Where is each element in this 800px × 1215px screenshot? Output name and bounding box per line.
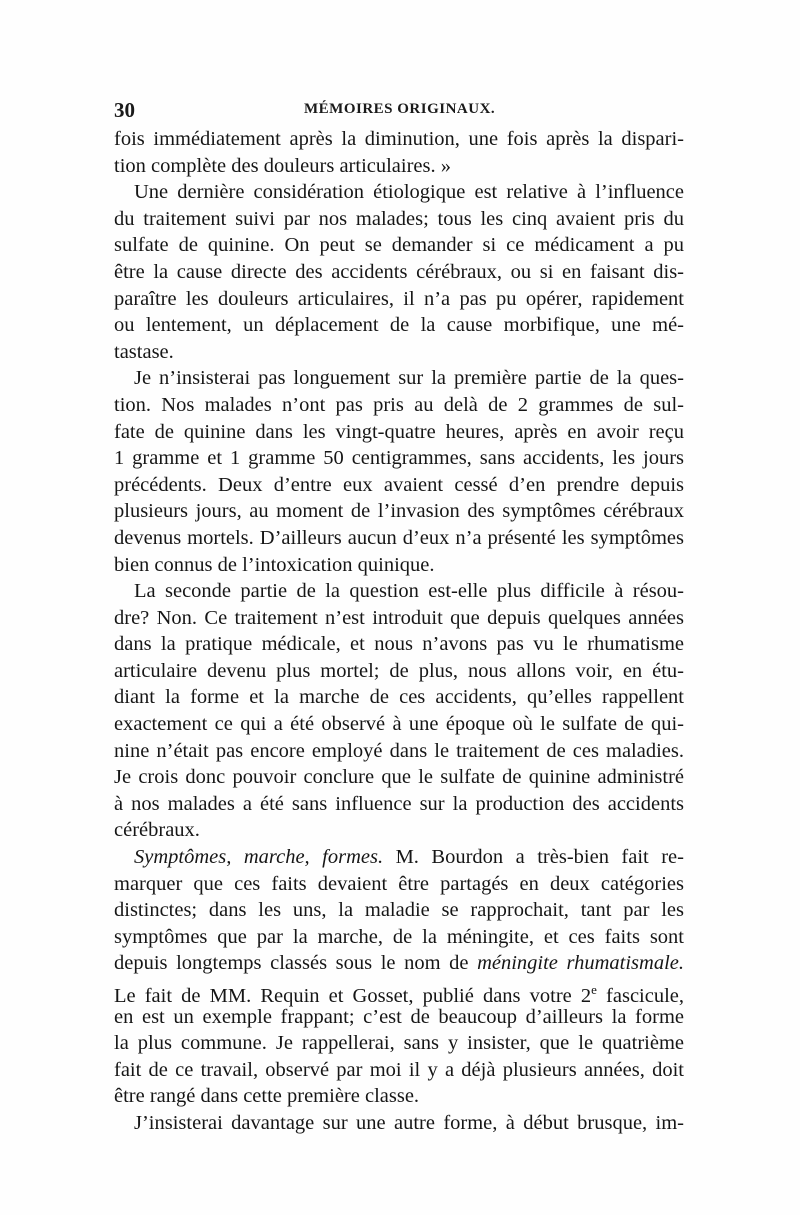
text-line: paraître les douleurs articulaires, il n’a pas pu opérer, rapidement: [114, 287, 684, 310]
text-line: sulfate de quinine. On peut se demander si ce médicament a pu: [114, 234, 684, 257]
text-line: en est un exemple frappant; c’est de beaucoup d’ailleurs la forme: [114, 1005, 684, 1028]
text-line: à nos malades a été sans influence sur la production des accidents: [114, 792, 684, 815]
text-line: fait de ce travail, observé par moi il y a déjà plusieurs années, doit: [114, 1058, 684, 1081]
ordinal-superscript: e: [591, 982, 597, 997]
text-line: J’insisterai davantage sur une autre forme, à début brusque, im-: [134, 1111, 684, 1134]
text-line-italic-term: [114, 950, 684, 977]
text-line: fois immédiatement après la diminution, une fois après la dispari-: [114, 128, 684, 150]
text-line: la plus commune. Je rappellerai, sans y insister, que le quatrième: [114, 1032, 684, 1055]
body-text: [114, 126, 684, 1137]
text-line: précédents. Deux d’entre eux avaient cessé d’en prendre depuis: [114, 473, 684, 496]
text-line: Je crois donc pouvoir conclure que le sulfate de quinine administré: [114, 766, 684, 789]
line-prefix: depuis longtemps classés sous le nom de: [114, 952, 478, 975]
text-line: du traitement suivi par nos malades; tous les cinq avaient pris du: [114, 207, 684, 230]
text-line: marquer que ces faits devaient être partagés en deux catégories: [114, 872, 684, 895]
text-line: ou lentement, un déplacement de la cause morbifique, une mé-: [114, 314, 684, 337]
page-header: [114, 98, 680, 124]
line-suffix: fascicule,: [596, 984, 685, 1007]
text-line: tion. Nos malades n’ont pas pris au delà de 2 grammes de sul-: [114, 393, 684, 416]
line-prefix: Le fait de MM. Requin et Gosset, publié dans votre 2: [114, 984, 592, 1007]
text-line: articulaire devenu plus mortel; de plus, nous allons voir, en étu-: [114, 659, 684, 682]
text-line: bien connus de l’intoxication quinique.: [114, 553, 435, 576]
text-line: Je n’insisterai pas longuement sur la première partie de la ques-: [134, 367, 684, 390]
text-line: fate de quinine dans les vingt-quatre heures, après en avoir reçu: [114, 420, 684, 443]
text-line: dans la pratique médicale, et nous n’avons pas vu le rhumatisme: [114, 633, 684, 656]
heading-line-rest: M. Bourdon a très-bien fait re-: [383, 846, 684, 869]
text-line: cérébraux.: [114, 819, 200, 842]
text-line-superscript: [114, 977, 685, 1007]
text-line: être rangé dans cette première classe.: [114, 1085, 420, 1108]
text-line: tion complète des douleurs articulaires. »: [114, 154, 452, 177]
italic-heading: Symptômes, marche, formes.: [134, 846, 384, 869]
text-line: nine n’était pas encore employé dans le traitement de ces maladies.: [114, 739, 684, 762]
text-line: être la cause directe des accidents cérébraux, ou si en faisant dis-: [114, 260, 684, 283]
text-line: plusieurs jours, au moment de l’invasion des symptômes cérébraux: [114, 500, 684, 523]
italic-term: méningite rhumatismale.: [477, 952, 684, 975]
text-line-symptoms-heading: [114, 844, 684, 871]
text-line: Une dernière considération étiologique est relative à l’influence: [134, 181, 684, 204]
text-line: symptômes que par la marche, de la méningite, et ces faits sont: [114, 925, 684, 948]
text-line: La seconde partie de la question est-elle plus difficile à résou-: [134, 580, 684, 603]
text-line: tastase.: [114, 340, 174, 363]
text-line: exactement ce qui a été observé à une époque où le sulfate de qui-: [114, 713, 684, 736]
text-line: dre? Non. Ce traitement n’est introduit que depuis quelques années: [114, 606, 684, 629]
text-line: distinctes; dans les uns, la maladie se rapprochait, tant par les: [114, 899, 684, 922]
running-title: MÉMOIRES ORIGINAUX.: [304, 101, 496, 117]
page-number: 30: [114, 98, 135, 122]
text-line: devenus mortels. D’ailleurs aucun d’eux n’a présenté les symptômes: [114, 526, 684, 549]
text-line: 1 gramme et 1 gramme 50 centigrammes, sans accidents, les jours: [114, 447, 684, 470]
text-line: diant la forme et la marche de ces accidents, qu’elles rappellent: [114, 686, 684, 709]
